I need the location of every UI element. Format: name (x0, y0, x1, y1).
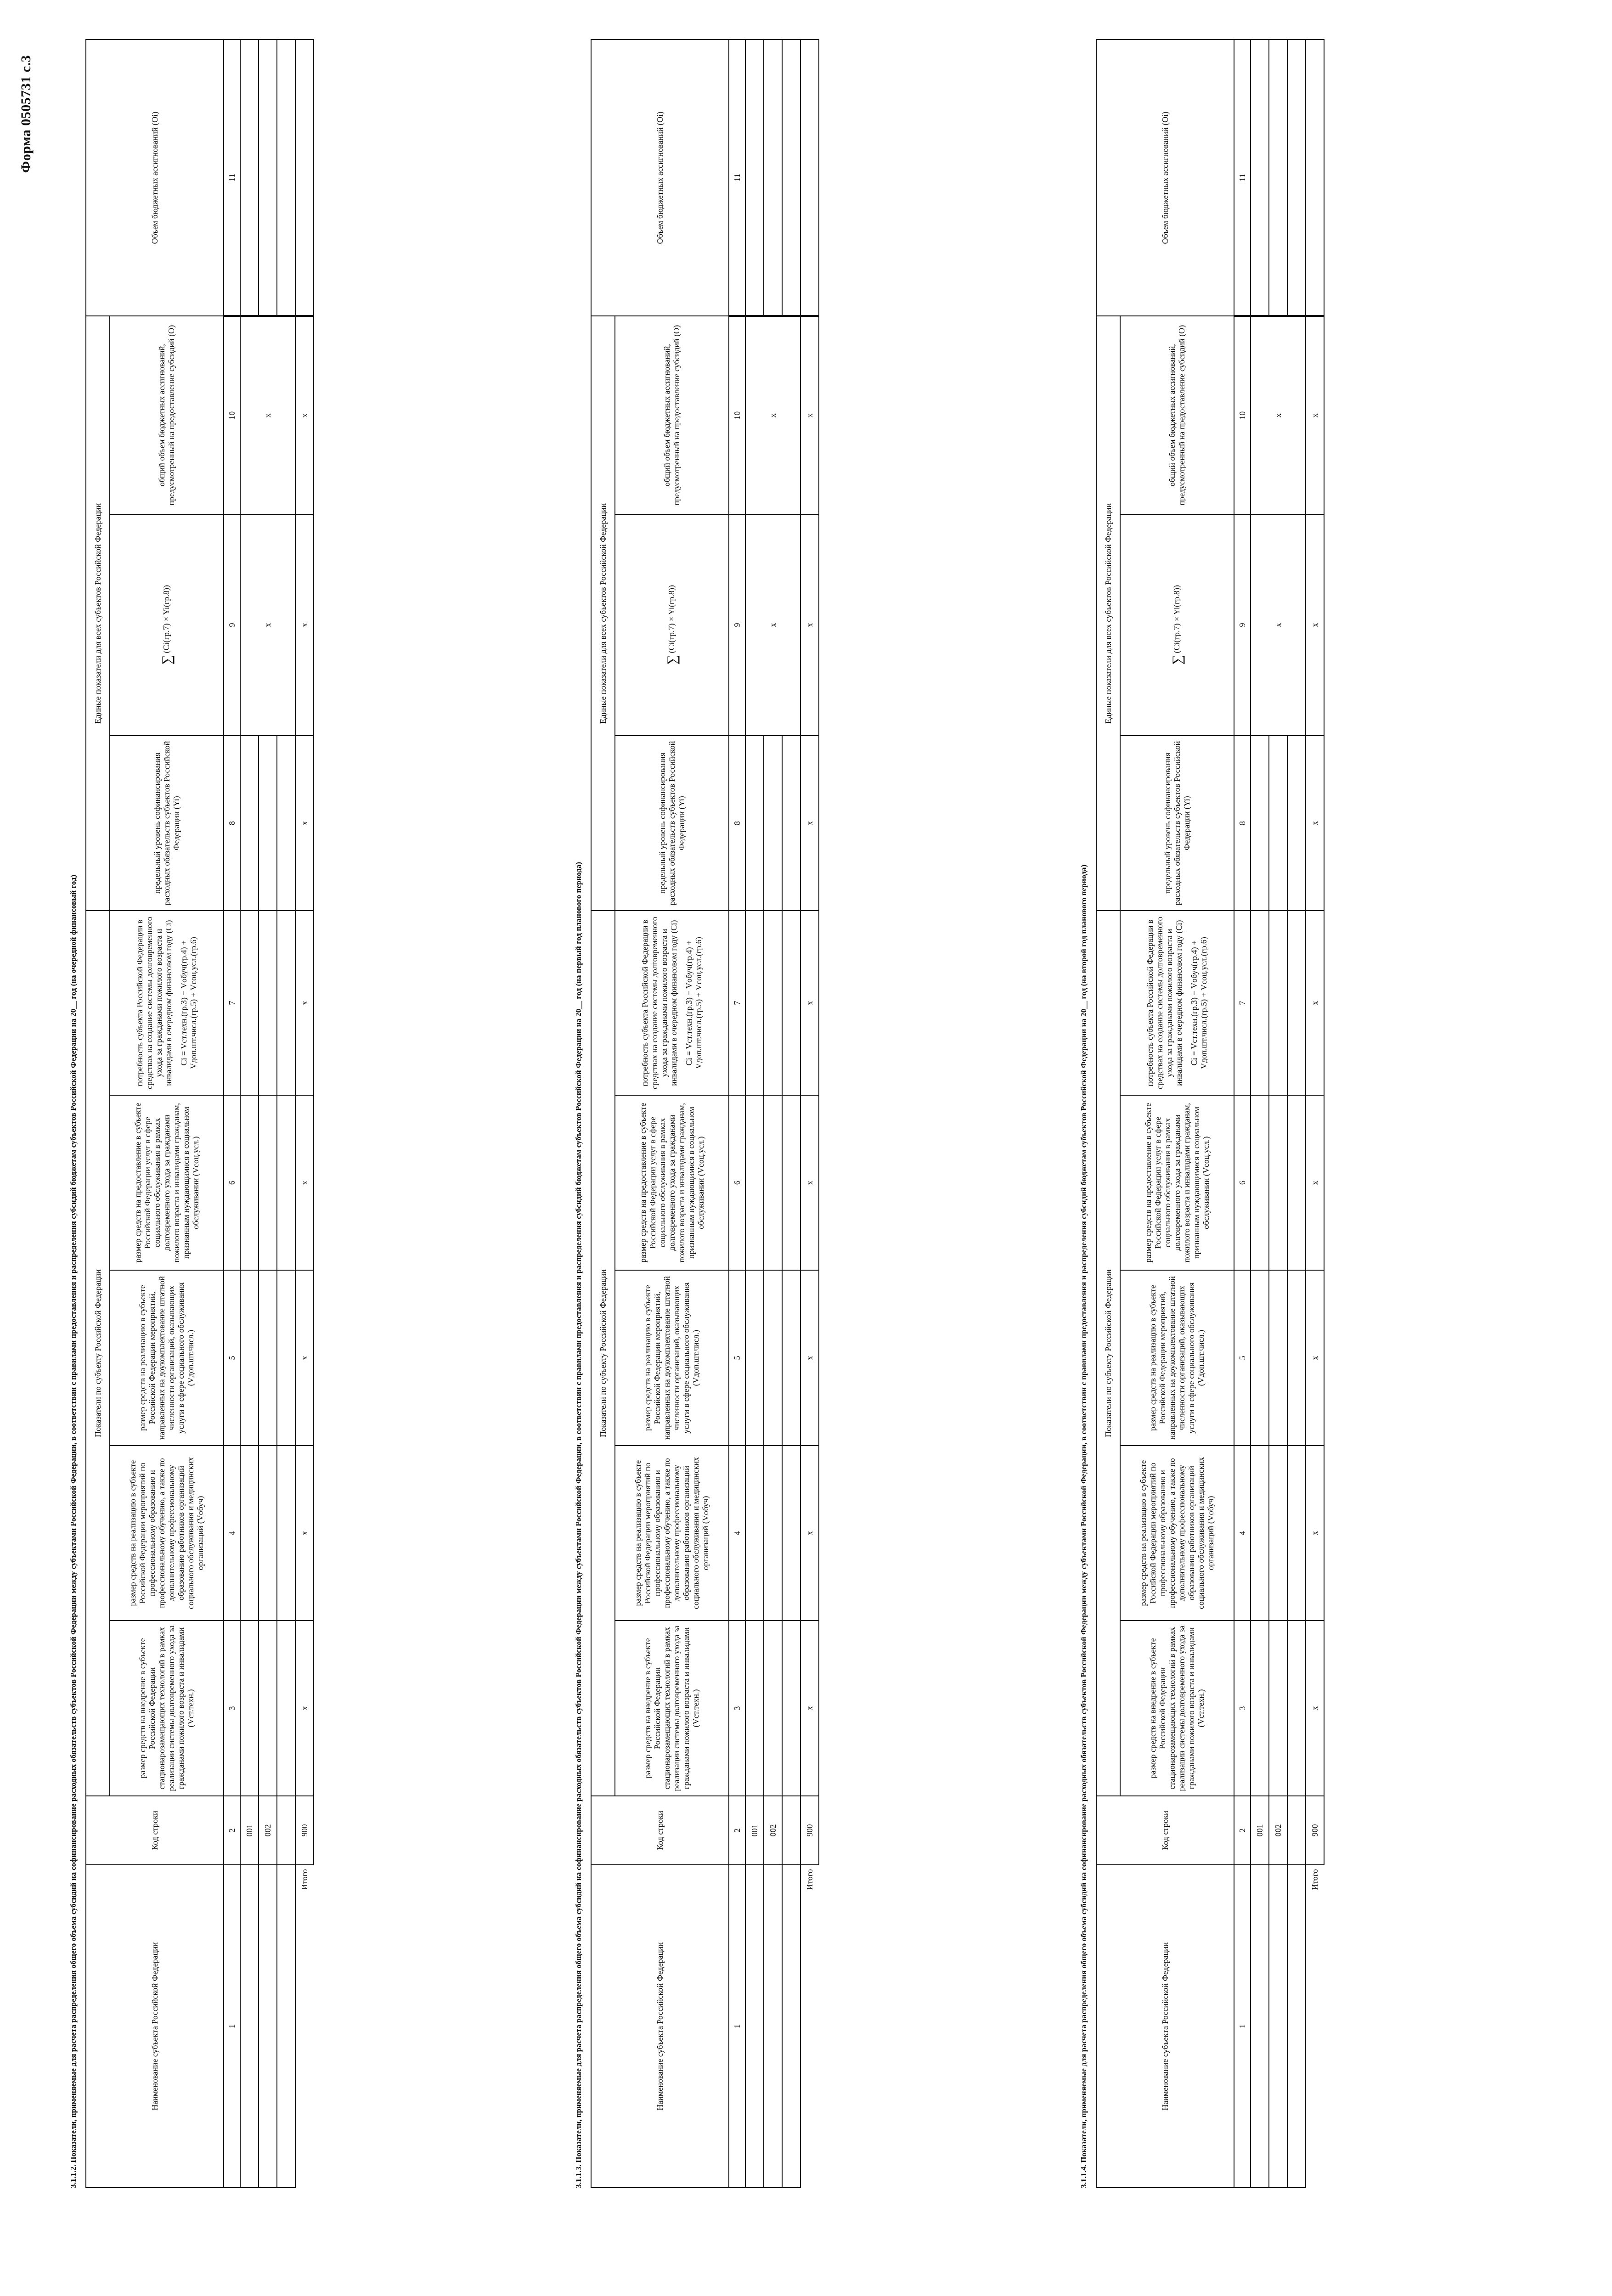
sum-symbol: ∑ (1170, 655, 1185, 665)
total-code: 900 (800, 1796, 819, 1865)
value-cell[interactable] (1251, 1446, 1269, 1621)
sum-symbol: ∑ (159, 655, 175, 665)
row-code: 001 (1251, 1796, 1269, 1865)
col3-header: размер средств на внедрение в субъекте Российской Федерации стационарозамещающих технологий в рамках реализации системы долговременного ухода за гражданами пожилого возраста и инвалидами (Vст.техн.) (615, 1621, 729, 1795)
sum-symbol: ∑ (665, 655, 680, 665)
column-number: 9 (224, 514, 240, 736)
region-name-cell[interactable] (1251, 1865, 1269, 2188)
region-name-cell[interactable] (259, 1865, 277, 2188)
value-cell[interactable] (764, 736, 782, 911)
x-mark: x (1306, 736, 1324, 911)
row-code: 001 (240, 1796, 259, 1865)
x-mark: x (1306, 1095, 1324, 1270)
col9-header (1120, 514, 1234, 736)
value-cell[interactable] (782, 1270, 800, 1445)
row-code (1287, 1796, 1306, 1865)
col7-header (110, 911, 224, 1095)
column-number: 9 (729, 514, 745, 736)
col9-formula: (Ci(гр.7) × Yi(гр.8)) (666, 585, 676, 653)
value-cell[interactable] (240, 1446, 259, 1621)
total-value-cell[interactable] (800, 39, 819, 316)
column-number: 4 (729, 1446, 745, 1621)
x-mark: x (295, 514, 314, 736)
x-mark: x (295, 736, 314, 911)
value-cell[interactable] (1287, 1446, 1306, 1621)
col10-header: общий объем бюджетных ассигнований, предусмотренный на предоставление субсидий (О) (615, 316, 729, 514)
x-mark: x (745, 514, 800, 736)
region-name-cell[interactable] (1269, 1865, 1287, 2188)
col7-header (1120, 911, 1234, 1095)
column-number: 7 (224, 911, 240, 1095)
col7-formula: Ci = Vст.техн.(гр.3) + Vобуч(гр.4) + Vдоп.шт.числ.(гр.5) + Vсоц.усл.(гр.6) (179, 937, 198, 1069)
col3-header: размер средств на внедрение в субъекте Российской Федерации стационарозамещающих технологий в рамках реализации системы долговременного ухода за гражданами пожилого возраста и инвалидами (Vст.техн.) (110, 1621, 224, 1795)
column-number-row (1234, 39, 1251, 2188)
col9-formula: (Ci(гр.7) × Yi(гр.8)) (1172, 585, 1181, 653)
value-cell[interactable] (240, 1095, 259, 1270)
value-cell[interactable] (1269, 736, 1287, 911)
row-code (782, 1796, 800, 1865)
x-mark: x (1251, 514, 1306, 736)
x-mark: x (295, 1621, 314, 1795)
col-name-header: Наименование субъекта Российской Федерации (86, 1865, 224, 2188)
value-cell[interactable] (1269, 1621, 1287, 1795)
col11-header: Объем бюджетных ассигнований (Оi) (1096, 39, 1234, 316)
col6-header: размер средств на предоставление в субъекте Российской Федерации услуг в сфере социального обслуживания в рамках долговременного ухода за гражданами пожилого возраста и инвалидами гражданам, признанным нуждающимися в социальном обслуживании (Vсоц.усл.) (615, 1095, 729, 1270)
value-cell[interactable] (240, 1621, 259, 1795)
table-row (240, 39, 259, 2188)
column-number: 6 (1234, 1095, 1251, 1270)
column-number: 11 (224, 39, 240, 316)
table-row (1251, 39, 1269, 2188)
value-cell[interactable] (782, 911, 800, 1095)
indicators-table (1096, 39, 1325, 2188)
total-label: Итого (300, 1869, 309, 1890)
value-cell[interactable] (277, 1621, 295, 1795)
col9-header (615, 514, 729, 736)
group-regional-header: Показатели по субъекту Российской Федерации (1096, 911, 1120, 1795)
total-row (1306, 39, 1324, 2188)
value-cell[interactable] (1287, 736, 1306, 911)
value-cell[interactable] (1269, 1270, 1287, 1445)
value-cell[interactable] (277, 1270, 295, 1445)
column-number: 1 (224, 1865, 240, 2188)
value-cell[interactable] (240, 39, 259, 316)
x-mark: x (1306, 911, 1324, 1095)
col-code-header: Код строки (1096, 1796, 1234, 1865)
col4-header: размер средств на реализацию в субъекте Российской Федерации мероприятий по профессиональному образованию и профессиональному обучению, а также по дополнительному профессиональному образованию работников организаций социального обслуживания и медицинских организаций (Vобуч) (615, 1446, 729, 1621)
group-common-header: Единые показатели для всех субъектов Российской Федерации (1096, 316, 1120, 911)
col8-header: предельный уровень софинансирования расходных обязательств субъектов Российской Федерации (Yi) (1120, 736, 1234, 911)
value-cell[interactable] (782, 1621, 800, 1795)
x-mark: x (295, 316, 314, 514)
value-cell[interactable] (240, 911, 259, 1095)
value-cell[interactable] (764, 1621, 782, 1795)
column-number: 2 (729, 1796, 745, 1865)
value-cell[interactable] (240, 736, 259, 911)
value-cell[interactable] (1287, 911, 1306, 1095)
col-code-header: Код строки (86, 1796, 224, 1865)
col3-header: размер средств на внедрение в субъекте Российской Федерации стационарозамещающих технологий в рамках реализации системы долговременного ухода за гражданами пожилого возраста и инвалидами (Vст.техн.) (1120, 1621, 1234, 1795)
region-name-cell[interactable] (745, 1865, 764, 2188)
value-cell[interactable] (240, 1270, 259, 1445)
col11-header: Объем бюджетных ассигнований (Оi) (86, 39, 224, 316)
value-cell[interactable] (277, 1095, 295, 1270)
total-label: Итого (805, 1869, 814, 1890)
value-cell[interactable] (782, 1095, 800, 1270)
x-mark: x (1306, 514, 1324, 736)
indicators-table (591, 39, 819, 2188)
column-number: 10 (1234, 316, 1251, 514)
column-number: 1 (1234, 1865, 1251, 2188)
value-cell[interactable] (764, 39, 782, 316)
column-number: 8 (1234, 736, 1251, 911)
value-cell[interactable] (277, 1446, 295, 1621)
section-title: 3.1.1.4. Показатели, применяемые для расчета распределения общего объема субсидий на софинансирование расходных обязательств субъектов Российской Федерации между субъектами Российской Федерации, в соответствии с правилами предоставления и распределения субсидий бюджетам субъектов Российской Федерации на 20__ год (на второй год планового периода) (1079, 865, 1088, 2188)
col10-header: общий объем бюджетных ассигнований, предусмотренный на предоставление субсидий (О) (110, 316, 224, 514)
x-mark: x (1306, 1270, 1324, 1445)
value-cell[interactable] (259, 1270, 277, 1445)
x-mark: x (295, 1446, 314, 1621)
column-number: 5 (729, 1270, 745, 1445)
total-row (295, 39, 314, 2188)
row-code: 002 (764, 1796, 782, 1865)
value-cell[interactable] (764, 1270, 782, 1445)
x-mark: x (1306, 1446, 1324, 1621)
value-cell[interactable] (1251, 1621, 1269, 1795)
section-title: 3.1.1.2. Показатели, применяемые для расчета распределения общего объема субсидий на софинансирование расходных обязательств субъектов Российской Федерации между субъектами Российской Федерации, в соответствии с правилами предоставления и распределения субсидий бюджетам субъектов Российской Федерации на 20__ год (на очередной финансовый год) (69, 874, 78, 2188)
table-row (745, 39, 764, 2188)
total-value-cell[interactable] (1306, 39, 1324, 316)
value-cell[interactable] (259, 1095, 277, 1270)
column-number: 3 (1234, 1621, 1251, 1795)
col5-header: размер средств на реализацию в субъекте Российской Федерации мероприятий, направленных на доукомплектование штатной численности организаций, оказывающих услуги в сфере социального обслуживания (Vдоп.шт.числ.) (615, 1270, 729, 1445)
column-number: 3 (729, 1621, 745, 1795)
total-code: 900 (1306, 1796, 1324, 1865)
col6-header: размер средств на предоставление в субъекте Российской Федерации услуг в сфере социального обслуживания в рамках долговременного ухода за гражданами пожилого возраста и инвалидами гражданам, признанным нуждающимися в социальном обслуживании (Vсоц.усл.) (110, 1095, 224, 1270)
group-common-header: Единые показатели для всех субъектов Российской Федерации (591, 316, 615, 911)
col4-header: размер средств на реализацию в субъекте Российской Федерации мероприятий по профессиональному образованию и профессиональному обучению, а также по дополнительному профессиональному образованию работников организаций социального обслуживания и медицинских организаций (Vобуч) (110, 1446, 224, 1621)
section-title: 3.1.1.3. Показатели, применяемые для расчета распределения общего объема субсидий на софинансирование расходных обязательств субъектов Российской Федерации между субъектами Российской Федерации, в соответствии с правилами предоставления и распределения субсидий бюджетам субъектов Российской Федерации на 20__ год (на первый год планового периода) (574, 862, 583, 2188)
value-cell[interactable] (277, 736, 295, 911)
column-number: 5 (224, 1270, 240, 1445)
value-cell[interactable] (277, 911, 295, 1095)
form-label: Форма 0505731 с.3 (18, 55, 34, 173)
column-number: 9 (1234, 514, 1251, 736)
x-mark: x (800, 316, 819, 514)
x-mark: x (800, 1446, 819, 1621)
value-cell[interactable] (764, 1095, 782, 1270)
value-cell[interactable] (1287, 1095, 1306, 1270)
column-number: 7 (1234, 911, 1251, 1095)
x-mark: x (1251, 316, 1306, 514)
x-mark: x (800, 1621, 819, 1795)
region-name-cell[interactable] (240, 1865, 259, 2188)
column-number: 10 (224, 316, 240, 514)
x-mark: x (240, 316, 295, 514)
value-cell[interactable] (782, 736, 800, 911)
value-cell[interactable] (1251, 39, 1269, 316)
col8-header: предельный уровень софинансирования расходных обязательств субъектов Российской Федерации (Yi) (110, 736, 224, 911)
group-regional-header: Показатели по субъекту Российской Федерации (86, 911, 110, 1795)
col7-header (615, 911, 729, 1095)
region-name-cell[interactable] (1287, 1865, 1306, 2188)
col7-text: потребность субъекта Российской Федерации в средствах на создание системы долговременного ухода за гражданами пожилого возраста и инвалидами в очередном финансовом году (Ci) (640, 917, 678, 1089)
value-cell[interactable] (259, 1621, 277, 1795)
col7-formula: Ci = Vст.техн.(гр.3) + Vобуч(гр.4) + Vдоп.шт.числ.(гр.5) + Vсоц.усл.(гр.6) (684, 937, 703, 1069)
x-mark: x (240, 514, 295, 736)
column-number: 5 (1234, 1270, 1251, 1445)
column-number: 11 (1234, 39, 1251, 316)
col5-header: размер средств на реализацию в субъекте Российской Федерации мероприятий, направленных на доукомплектование штатной численности организаций, оказывающих услуги в сфере социального обслуживания (Vдоп.шт.числ.) (110, 1270, 224, 1445)
region-name-cell[interactable] (782, 1865, 800, 2188)
column-number: 2 (224, 1796, 240, 1865)
x-mark: x (800, 911, 819, 1095)
value-cell[interactable] (1269, 39, 1287, 316)
value-cell[interactable] (277, 39, 295, 316)
x-mark: x (800, 1270, 819, 1445)
total-code: 900 (295, 1796, 314, 1865)
region-name-cell[interactable] (764, 1865, 782, 2188)
value-cell[interactable] (1287, 39, 1306, 316)
column-number: 3 (224, 1621, 240, 1795)
total-label: Итого (1310, 1869, 1319, 1890)
value-cell[interactable] (745, 1270, 764, 1445)
column-number: 8 (729, 736, 745, 911)
col9-header (110, 514, 224, 736)
value-cell[interactable] (782, 1446, 800, 1621)
column-number: 7 (729, 911, 745, 1095)
value-cell[interactable] (745, 736, 764, 911)
x-mark: x (800, 514, 819, 736)
value-cell[interactable] (745, 1095, 764, 1270)
value-cell[interactable] (782, 39, 800, 316)
x-mark: x (800, 1095, 819, 1270)
row-code: 001 (745, 1796, 764, 1865)
value-cell[interactable] (745, 911, 764, 1095)
col6-header: размер средств на предоставление в субъекте Российской Федерации услуг в сфере социального обслуживания в рамках долговременного ухода за гражданами пожилого возраста и инвалидами гражданам, признанным нуждающимися в социальном обслуживании (Vсоц.усл.) (1120, 1095, 1234, 1270)
col9-formula: (Ci(гр.7) × Yi(гр.8)) (161, 585, 171, 653)
total-value-cell[interactable] (295, 39, 314, 316)
x-mark: x (295, 1095, 314, 1270)
column-number: 6 (224, 1095, 240, 1270)
row-code (277, 1796, 295, 1865)
column-number: 4 (224, 1446, 240, 1621)
column-number: 1 (729, 1865, 745, 2188)
region-name-cell[interactable] (277, 1865, 295, 2188)
col4-header: размер средств на реализацию в субъекте Российской Федерации мероприятий по профессиональному образованию и профессиональному обучению, а также по дополнительному профессиональному образованию работников организаций социального обслуживания и медицинских организаций (Vобуч) (1120, 1446, 1234, 1621)
value-cell[interactable] (1251, 911, 1269, 1095)
group-common-header: Единые показатели для всех субъектов Российской Федерации (86, 316, 110, 911)
value-cell[interactable] (259, 911, 277, 1095)
col-code-header: Код строки (591, 1796, 729, 1865)
value-cell[interactable] (259, 736, 277, 911)
column-number: 2 (1234, 1796, 1251, 1865)
x-mark: x (800, 736, 819, 911)
column-number: 11 (729, 39, 745, 316)
col-name-header: Наименование субъекта Российской Федерации (591, 1865, 729, 2188)
column-number: 10 (729, 316, 745, 514)
group-regional-header: Показатели по субъекту Российской Федерации (591, 911, 615, 1795)
row-code: 002 (1269, 1796, 1287, 1865)
col8-header: предельный уровень софинансирования расходных обязательств субъектов Российской Федерации (Yi) (615, 736, 729, 911)
value-cell[interactable] (1251, 1095, 1269, 1270)
value-cell[interactable] (764, 1446, 782, 1621)
column-number: 8 (224, 736, 240, 911)
col5-header: размер средств на реализацию в субъекте Российской Федерации мероприятий, направленных на доукомплектование штатной численности организаций, оказывающих услуги в сфере социального обслуживания (Vдоп.шт.числ.) (1120, 1270, 1234, 1445)
column-number-row (224, 39, 240, 2188)
value-cell[interactable] (1269, 1095, 1287, 1270)
col7-text: потребность субъекта Российской Федерации в средствах на создание системы долговременного ухода за гражданами пожилого возраста и инвалидами в очередном финансовом году (Ci) (1145, 917, 1184, 1089)
x-mark: x (1306, 316, 1324, 514)
column-number: 4 (1234, 1446, 1251, 1621)
value-cell[interactable] (745, 39, 764, 316)
value-cell[interactable] (745, 1446, 764, 1621)
value-cell[interactable] (259, 39, 277, 316)
value-cell[interactable] (1251, 736, 1269, 911)
x-mark: x (295, 911, 314, 1095)
column-number-row (729, 39, 745, 2188)
value-cell[interactable] (1251, 1270, 1269, 1445)
value-cell[interactable] (764, 911, 782, 1095)
x-mark: x (745, 316, 800, 514)
value-cell[interactable] (1269, 911, 1287, 1095)
indicators-table (85, 39, 314, 2188)
col7-formula: Ci = Vст.техн.(гр.3) + Vобуч(гр.4) + Vдоп.шт.числ.(гр.5) + Vсоц.усл.(гр.6) (1189, 937, 1208, 1069)
row-code: 002 (259, 1796, 277, 1865)
col-name-header: Наименование субъекта Российской Федерации (1096, 1865, 1234, 2188)
col10-header: общий объем бюджетных ассигнований, предусмотренный на предоставление субсидий (О) (1120, 316, 1234, 514)
value-cell[interactable] (1287, 1270, 1306, 1445)
col7-text: потребность субъекта Российской Федерации в средствах на создание системы долговременного ухода за гражданами пожилого возраста и инвалидами в очередном финансовом году (Ci) (135, 917, 173, 1089)
col11-header: Объем бюджетных ассигнований (Оi) (591, 39, 729, 316)
value-cell[interactable] (745, 1621, 764, 1795)
value-cell[interactable] (1287, 1621, 1306, 1795)
column-number: 6 (729, 1095, 745, 1270)
x-mark: x (295, 1270, 314, 1445)
total-row (800, 39, 819, 2188)
value-cell[interactable] (259, 1446, 277, 1621)
x-mark: x (1306, 1621, 1324, 1795)
value-cell[interactable] (1269, 1446, 1287, 1621)
